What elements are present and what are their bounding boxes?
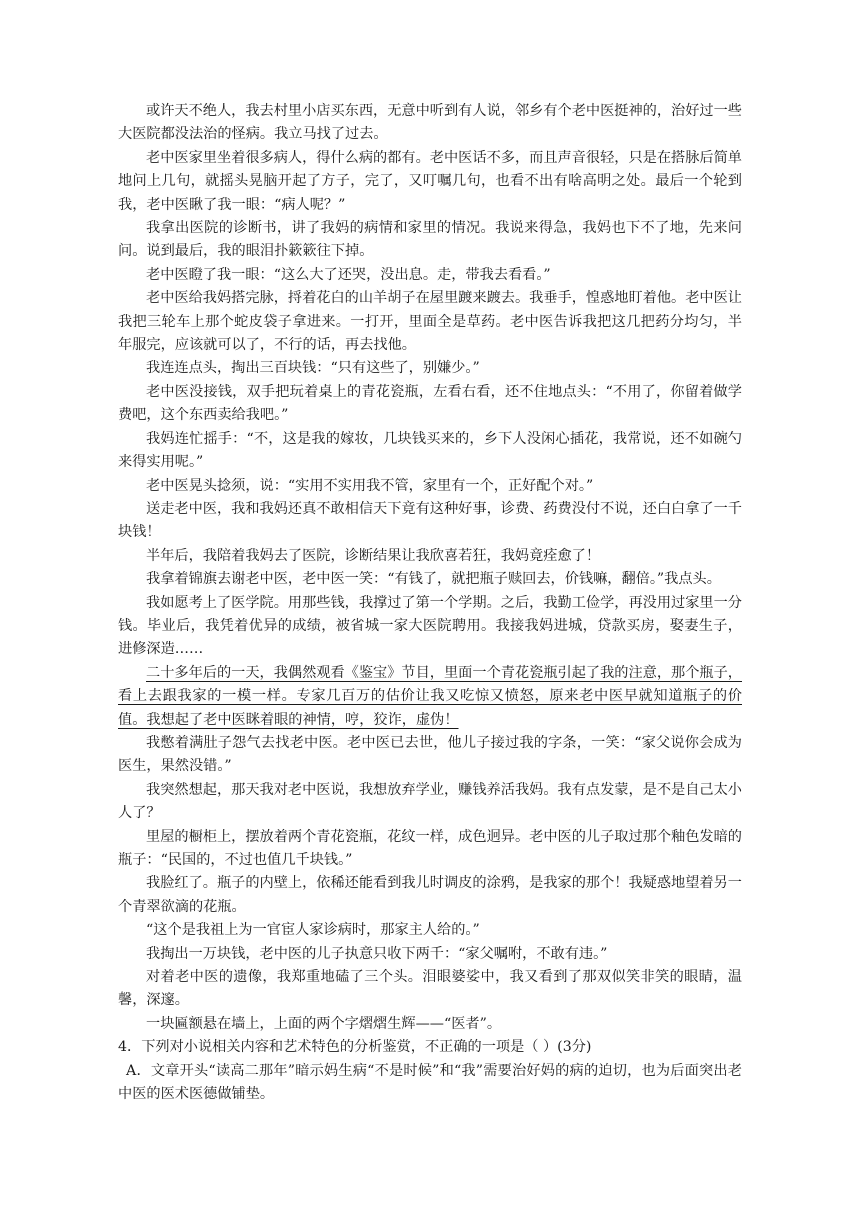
paragraph-11: 半年后，我陪着我妈去了医院，诊断结果让我欣喜若狂，我妈竟痊愈了！ [146, 547, 601, 564]
underlined-paragraph [118, 662, 742, 732]
paragraph-15: 我憋着满肚子怨气去找老中医。老中医已去世，他儿子接过我的字条，一笑：“家父说你会成为医生，果然没错。” [118, 734, 742, 775]
paragraph-18: 我脸红了。瓶子的内壁上，依稀还能看到我儿时调皮的涂鸦，是我家的那个！我疑惑地望着另一个青翠欲滴的花瓶。 [118, 875, 742, 915]
question-option-a: A．文章开头“读高二那年”暗示妈生病“不是时候”和“我”需要治好妈的病的迫切，也为后面突出老中医的医术医德做铺垫。 [118, 1062, 742, 1103]
paragraph-3: 我拿出医院的诊断书，讲了我妈的病情和家里的情况。我说来得急，我妈也下不了地，先来问问。说到最后，我的眼泪扑簌簌往下掉。 [118, 220, 742, 260]
paragraph-17: 里屋的橱柜上，摆放着两个青花瓷瓶，花纹一样，成色迥异。老中医的儿子取过那个釉色发暗的瓶子：“民国的，不过也值几千块钱。” [118, 828, 742, 868]
paragraph-19: “这个是我祖上为一官宦人家诊病时，那家主人给的。” [146, 922, 480, 939]
paragraph-13: 我如愿考上了医学院。用那些钱，我撑过了第一个学期。之后，我勤工俭学，再没用过家里一分钱。毕业后，我凭着优异的成绩，被省城一家大医院聘用。我接我妈进城，贷款买房，娶妻生子，进修深造…… [118, 594, 742, 658]
paragraph-16: 我突然想起，那天我对老中医说，我想放弃学业，赚钱养活我妈。我有点发蒙，是不是自己太小人了？ [118, 781, 742, 822]
article-body [118, 100, 742, 1036]
paragraph-21: 对着老中医的遗像，我郑重地磕了三个头。泪眼婆娑中，我又看到了那双似笑非笑的眼睛，温馨，深邃。 [118, 969, 742, 1009]
paragraph-12: 我拿着锦旗去谢老中医，老中医一笑：“有钱了，就把瓶子赎回去，价钱嘛，翻倍。”我点头。 [146, 571, 721, 588]
paragraph-5: 老中医给我妈搭完脉，捋着花白的山羊胡子在屋里踱来踱去。我垂手，惶惑地盯着他。老中医让我把三轮车上那个蛇皮袋子拿进来。一打开，里面全是草药。老中医告诉我把这几把药分均匀，半年服完，应该就可以了，不行的话，再去找他。 [118, 290, 742, 354]
paragraph-2: 老中医家里坐着很多病人，得什么病的都有。老中医话不多，而且声音很轻，只是在搭脉后简单地问上几句，就摇头晃脑开起了方子，完了，又叮嘱几句，也看不出有啥高明之处。最后一个轮到我，老中医瞅了我一眼：“病人呢？” [118, 149, 742, 213]
paragraph-6: 我连连点头，掏出三百块钱：“只有这些了，别嫌少。” [146, 360, 480, 377]
paragraph-20: 我掏出一万块钱，老中医的儿子执意只收下两千：“家父嘱咐，不敢有违。” [146, 945, 608, 962]
paragraph-7: 老中医没接钱，双手把玩着桌上的青花瓷瓶，左看右看，还不住地点头：“不用了，你留着做学费吧，这个东西卖给我吧。” [118, 383, 742, 424]
paragraph-22: 一块匾额悬在墙上，上面的两个字熠熠生辉——“医者”。 [146, 1015, 502, 1032]
paragraph-1: 或许天不绝人，我去村里小店买东西，无意中听到有人说，邻乡有个老中医挺神的，治好过一些大医院都没法治的怪病。我立马找了过去。 [118, 103, 742, 143]
question-stem: 4．下列对小说相关内容和艺术特色的分析鉴赏，不正确的一项是（ ）(3分) [118, 1039, 592, 1056]
underlined-text: 二十多年后的一天，我偶然观看《鉴宝》节目，里面一个青花瓷瓶引起了我的注意，那个瓶子，看上去跟我家的一模一样。专家几百万的估价让我又吃惊又愤怒，原来老中医早就知道瓶子的价值。我想起了老中医眯着眼的神情，哼，狡诈，虚伪！ [118, 664, 742, 728]
paragraph-9: 老中医晃头捻须，说：“实用不实用我不管，家里有一个，正好配个对。” [146, 477, 594, 494]
paragraph-4: 老中医瞪了我一眼：“这么大了还哭，没出息。走，带我去看看。” [146, 266, 551, 283]
paragraph-10: 送走老中医，我和我妈还真不敢相信天下竟有这种好事，诊费、药费没付不说，还白白拿了一千块钱！ [118, 500, 742, 541]
paragraph-8: 我妈连忙摇手：“不，这是我的嫁妆，几块钱买来的，乡下人没闲心插花，我常说，还不如碗勺来得实用呢。” [118, 430, 742, 471]
